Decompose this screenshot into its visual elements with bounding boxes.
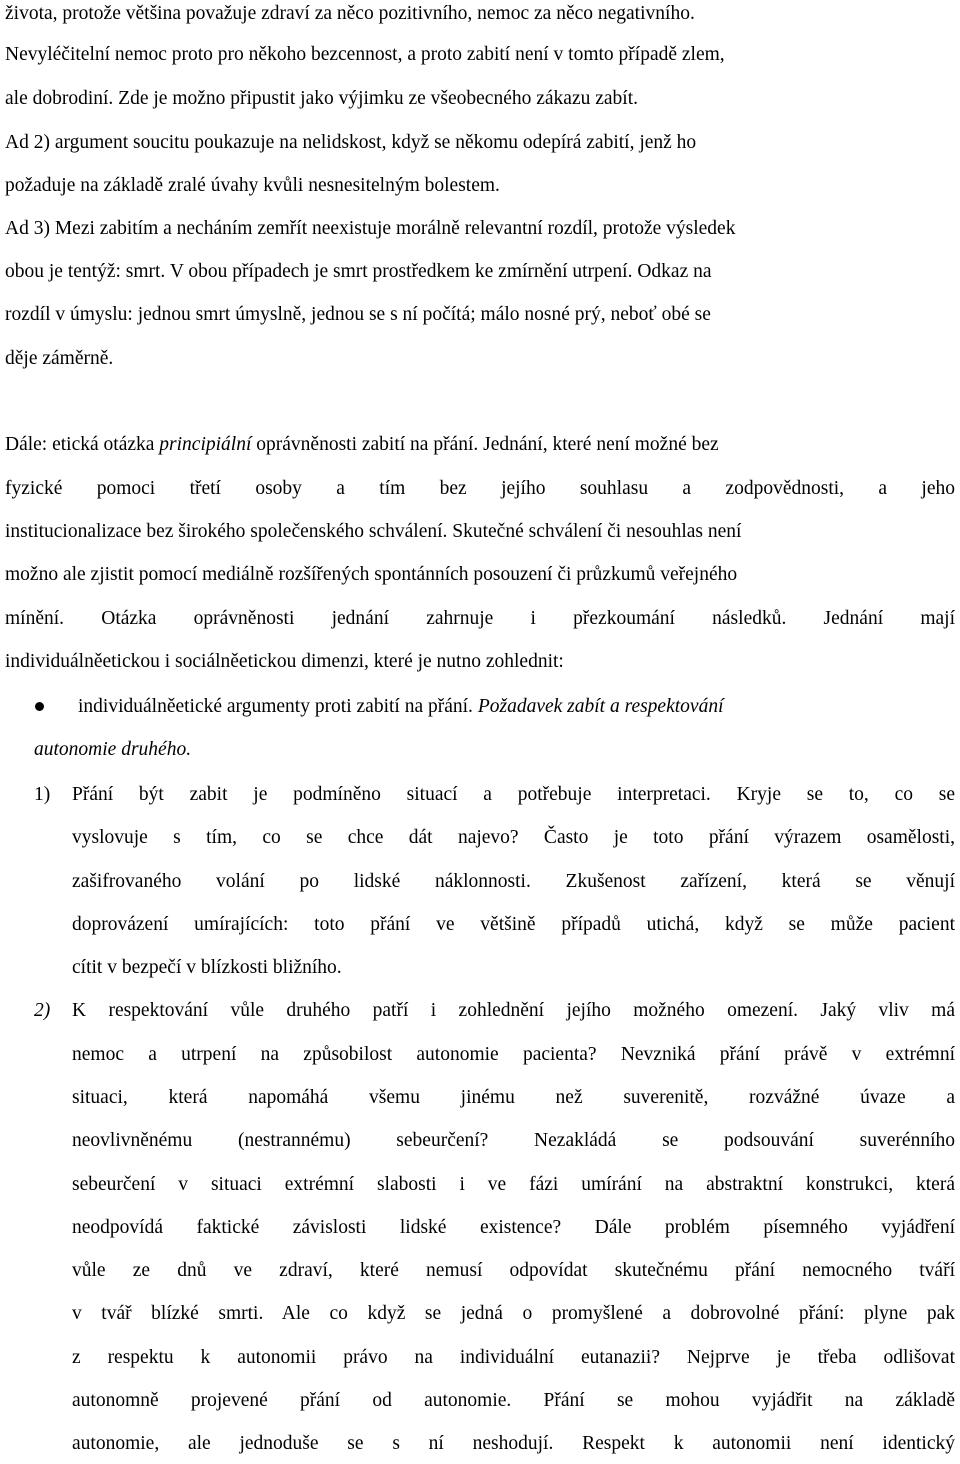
- list-number: 1): [34, 784, 51, 805]
- text-line: v tvář blízké smrti. Ale co když se jedná o promyšlené a dobrovolné přání: plyne pak: [72, 1303, 955, 1324]
- italic-heading: Požadavek zabít a respektování: [477, 696, 724, 717]
- text-line: rozdíl v úmyslu: jednou smrt úmyslně, jednou se s ní počítá; málo nosné prý, neboť obé se: [5, 304, 711, 325]
- text-line: z respektu k autonomii právo na individuální eutanazii? Nejprve je třeba odlišovat: [72, 1347, 955, 1368]
- text-line: fyzické pomoci třetí osoby a tím bez jejího souhlasu a zodpovědnosti, a jeho: [5, 478, 955, 499]
- text-line: Ad 2) argument soucitu poukazuje na nelidskost, když se někomu odepírá zabití, jenž ho: [5, 132, 697, 153]
- text-line: Nevyléčitelní nemoc proto pro někoho bezcennost, a proto zabití není v tomto případě zlem,: [5, 44, 725, 65]
- text-line: autonomně projevené přání od autonomie. Přání se mohou vyjádřit na základě: [72, 1390, 955, 1411]
- text-line: obou je tentýž: smrt. V obou případech je smrt prostředkem ke zmírnění utrpení. Odkaz na: [5, 261, 712, 282]
- text-line: K respektování vůle druhého patří i zohlednění jejího možného omezení. Jaký vliv má: [72, 1000, 955, 1021]
- text-line: vůle ze dnů ve zdraví, které nemusí odpovídat skutečnému přání nemocného tváří: [72, 1260, 955, 1281]
- text-line: sebeurčení v situaci extrémní slabosti i ve fázi umírání na abstraktní konstrukci, která: [72, 1174, 955, 1195]
- text-line: [34, 737, 191, 763]
- italic-number: 2): [34, 1000, 51, 1021]
- italic-heading: autonomie druhého.: [34, 739, 192, 760]
- text-line: možno ale zjistit pomocí mediálně rozšířených spontánních posouzení či průzkumů veřejného: [5, 564, 738, 585]
- text-line: situaci, která napomáhá všemu jinému než suverenitě, rozvážné úvaze a: [72, 1087, 955, 1108]
- list-number: [34, 998, 50, 1024]
- text-line: autonomie, ale jednoduše se s ní neshodují. Respekt k autonomii není identický: [72, 1433, 955, 1454]
- text-line: ale dobrodiní. Zde je možno připustit jako výjimku ze všeobecného zákazu zabít.: [5, 88, 639, 109]
- text-line: života, protože většina považuje zdraví za něco pozitivního, nemoc za něco negativního.: [5, 3, 695, 24]
- text-line: Přání být zabit je podmíněno situací a potřebuje interpretaci. Kryje se to, co se: [72, 784, 955, 805]
- text-line: vyslovuje s tím, co se chce dát najevo? Často je toto přání výrazem osamělosti,: [72, 827, 955, 848]
- text-line: požaduje na základě zralé úvahy kvůli nesnesitelným bolestem.: [5, 175, 500, 196]
- text-line: zašifrovaného volání po lidské náklonnosti. Zkušenost zařízení, která se věnují: [72, 871, 955, 892]
- text-line: neovlivněnému (nestrannému) sebeurčení? Nezakládá se podsouvání suverénního: [72, 1130, 955, 1151]
- text-line: neodpovídá faktické závislosti lidské existence? Dále problém písemného vyjádření: [72, 1217, 955, 1238]
- italic-term: principiální: [159, 434, 252, 455]
- text-line: doprovázení umírajících: toto přání ve většině případů utichá, když se může pacient: [72, 914, 955, 935]
- text-line: Ad 3) Mezi zabitím a necháním zemřít neexistuje morálně relevantní rozdíl, protože výsledek: [5, 218, 736, 239]
- text-line: individuálněetickou i sociálněetickou dimenzi, které je nutno zohlednit:: [5, 651, 564, 672]
- text-line: institucionalizace bez širokého společenského schválení. Skutečné schválení či nesouhlas není: [5, 521, 742, 542]
- list-item: [78, 694, 724, 720]
- text-line: cítit v bezpečí v blízkosti bližního.: [72, 957, 342, 978]
- text-run: Dále: etická otázka: [5, 434, 160, 455]
- text-line: děje záměrně.: [5, 348, 114, 369]
- bullet-icon: [35, 702, 44, 711]
- text-run: individuálněetické argumenty proti zabití na přání.: [78, 696, 478, 717]
- text-line: mínění. Otázka oprávněnosti jednání zahrnuje i přezkoumání následků. Jednání mají: [5, 608, 955, 629]
- text-line: [5, 432, 719, 458]
- text-run: oprávněnosti zabití na přání. Jednání, které není možné bez: [251, 434, 719, 455]
- text-line: nemoc a utrpení na způsobilost autonomie pacienta? Nevzniká přání právě v extrémní: [72, 1044, 955, 1065]
